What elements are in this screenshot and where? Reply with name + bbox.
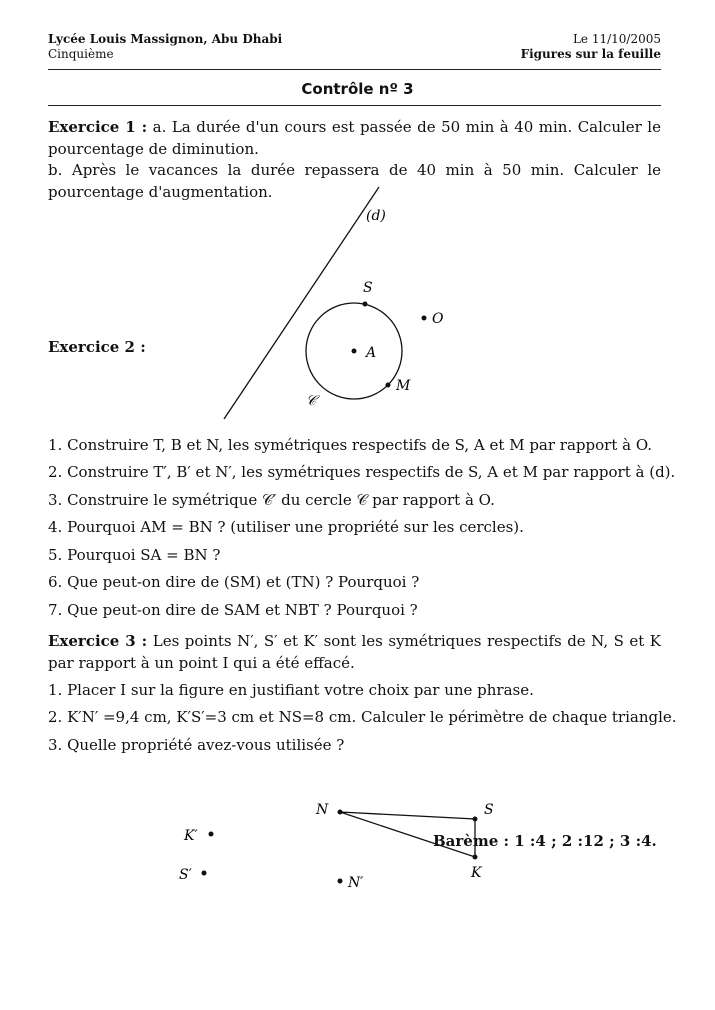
label-n: N <box>316 802 329 818</box>
label-a: A <box>366 345 377 361</box>
exercice1-text-a: a. La durée d'un cours est passée de 50 min à 40 min. Calculer le pourcentage de diminution. <box>48 118 661 158</box>
point-n <box>338 810 343 815</box>
point-m <box>386 383 391 388</box>
label-sp: S′ <box>179 867 192 883</box>
ex2-question-2: 2. Construire T′, B′ et N′, les symétriques respectifs de S, A et M par rapport à (d). <box>48 463 676 481</box>
ex2-question-6: 6. Que peut-on dire de (SM) et (TN) ? Pourquoi ? <box>48 573 420 591</box>
ex2-question-7: 7. Que peut-on dire de SAM et NBT ? Pourquoi ? <box>48 601 418 619</box>
label-np: N′ <box>348 875 364 891</box>
ex3-question-2: 2. K′N′ =9,4 cm, K′S′=3 cm et NS=8 cm. Calculer le périmètre de chaque triangle. <box>48 708 677 726</box>
ex2-question-5: 5. Pourquoi SA = BN ? <box>48 546 221 564</box>
point-kp <box>209 832 214 837</box>
label-kp: K′ <box>184 828 198 844</box>
point-a <box>352 349 357 354</box>
exercice3-label: Exercice 3 : <box>48 632 148 650</box>
ex2-question-3: 3. Construire le symétrique 𝒞′ du cercle 𝒞 par rapport à O. <box>48 491 495 509</box>
page-title: Contrôle nº 3 <box>301 80 414 98</box>
point-s3 <box>473 817 478 822</box>
date: Le 11/10/2005 <box>572 32 661 46</box>
point-s <box>363 302 368 307</box>
class-name: Cinquième <box>48 47 114 61</box>
label-d: (d) <box>366 208 386 224</box>
point-sp <box>202 871 207 876</box>
label-o: O <box>432 311 444 327</box>
label-s3: S <box>484 802 494 818</box>
ex2-question-4: 4. Pourquoi AM = BN ? (utiliser une propriété sur les cercles). <box>48 518 524 536</box>
label-circle: 𝒞 <box>306 393 317 409</box>
school-name: Lycée Louis Massignon, Abu Dhabi <box>48 32 283 46</box>
exercice1-label: Exercice 1 : <box>48 118 148 136</box>
exercice3-intro: Les points N′, S′ et K′ sont les symétriques respectifs de N, S et K par rapport à un point I qui a été effacé. <box>48 632 661 672</box>
exercice1-text-b: b. Après le vacances la durée repassera de 40 min à 50 min. Calculer le pourcentage d'augmentation. <box>48 161 661 201</box>
figures-note: Figures sur la feuille <box>520 47 661 61</box>
label-m: M <box>396 378 411 394</box>
exercice2-label: Exercice 2 : <box>48 338 146 356</box>
label-s: S <box>363 280 373 296</box>
point-o <box>422 316 427 321</box>
label-k: K <box>471 865 482 881</box>
point-k <box>473 855 478 860</box>
ex2-question-1: 1. Construire T, B et N, les symétriques respectifs de S, A et M par rapport à O. <box>48 436 653 454</box>
exercice3 <box>48 630 661 674</box>
bareme: Barème : 1 :4 ; 2 :12 ; 3 :4. <box>433 832 657 850</box>
point-np <box>338 879 343 884</box>
ex3-question-3: 3. Quelle propriété avez-vous utilisée ? <box>48 736 345 754</box>
ex3-question-1: 1. Placer I sur la figure en justifiant votre choix par une phrase. <box>48 681 534 699</box>
